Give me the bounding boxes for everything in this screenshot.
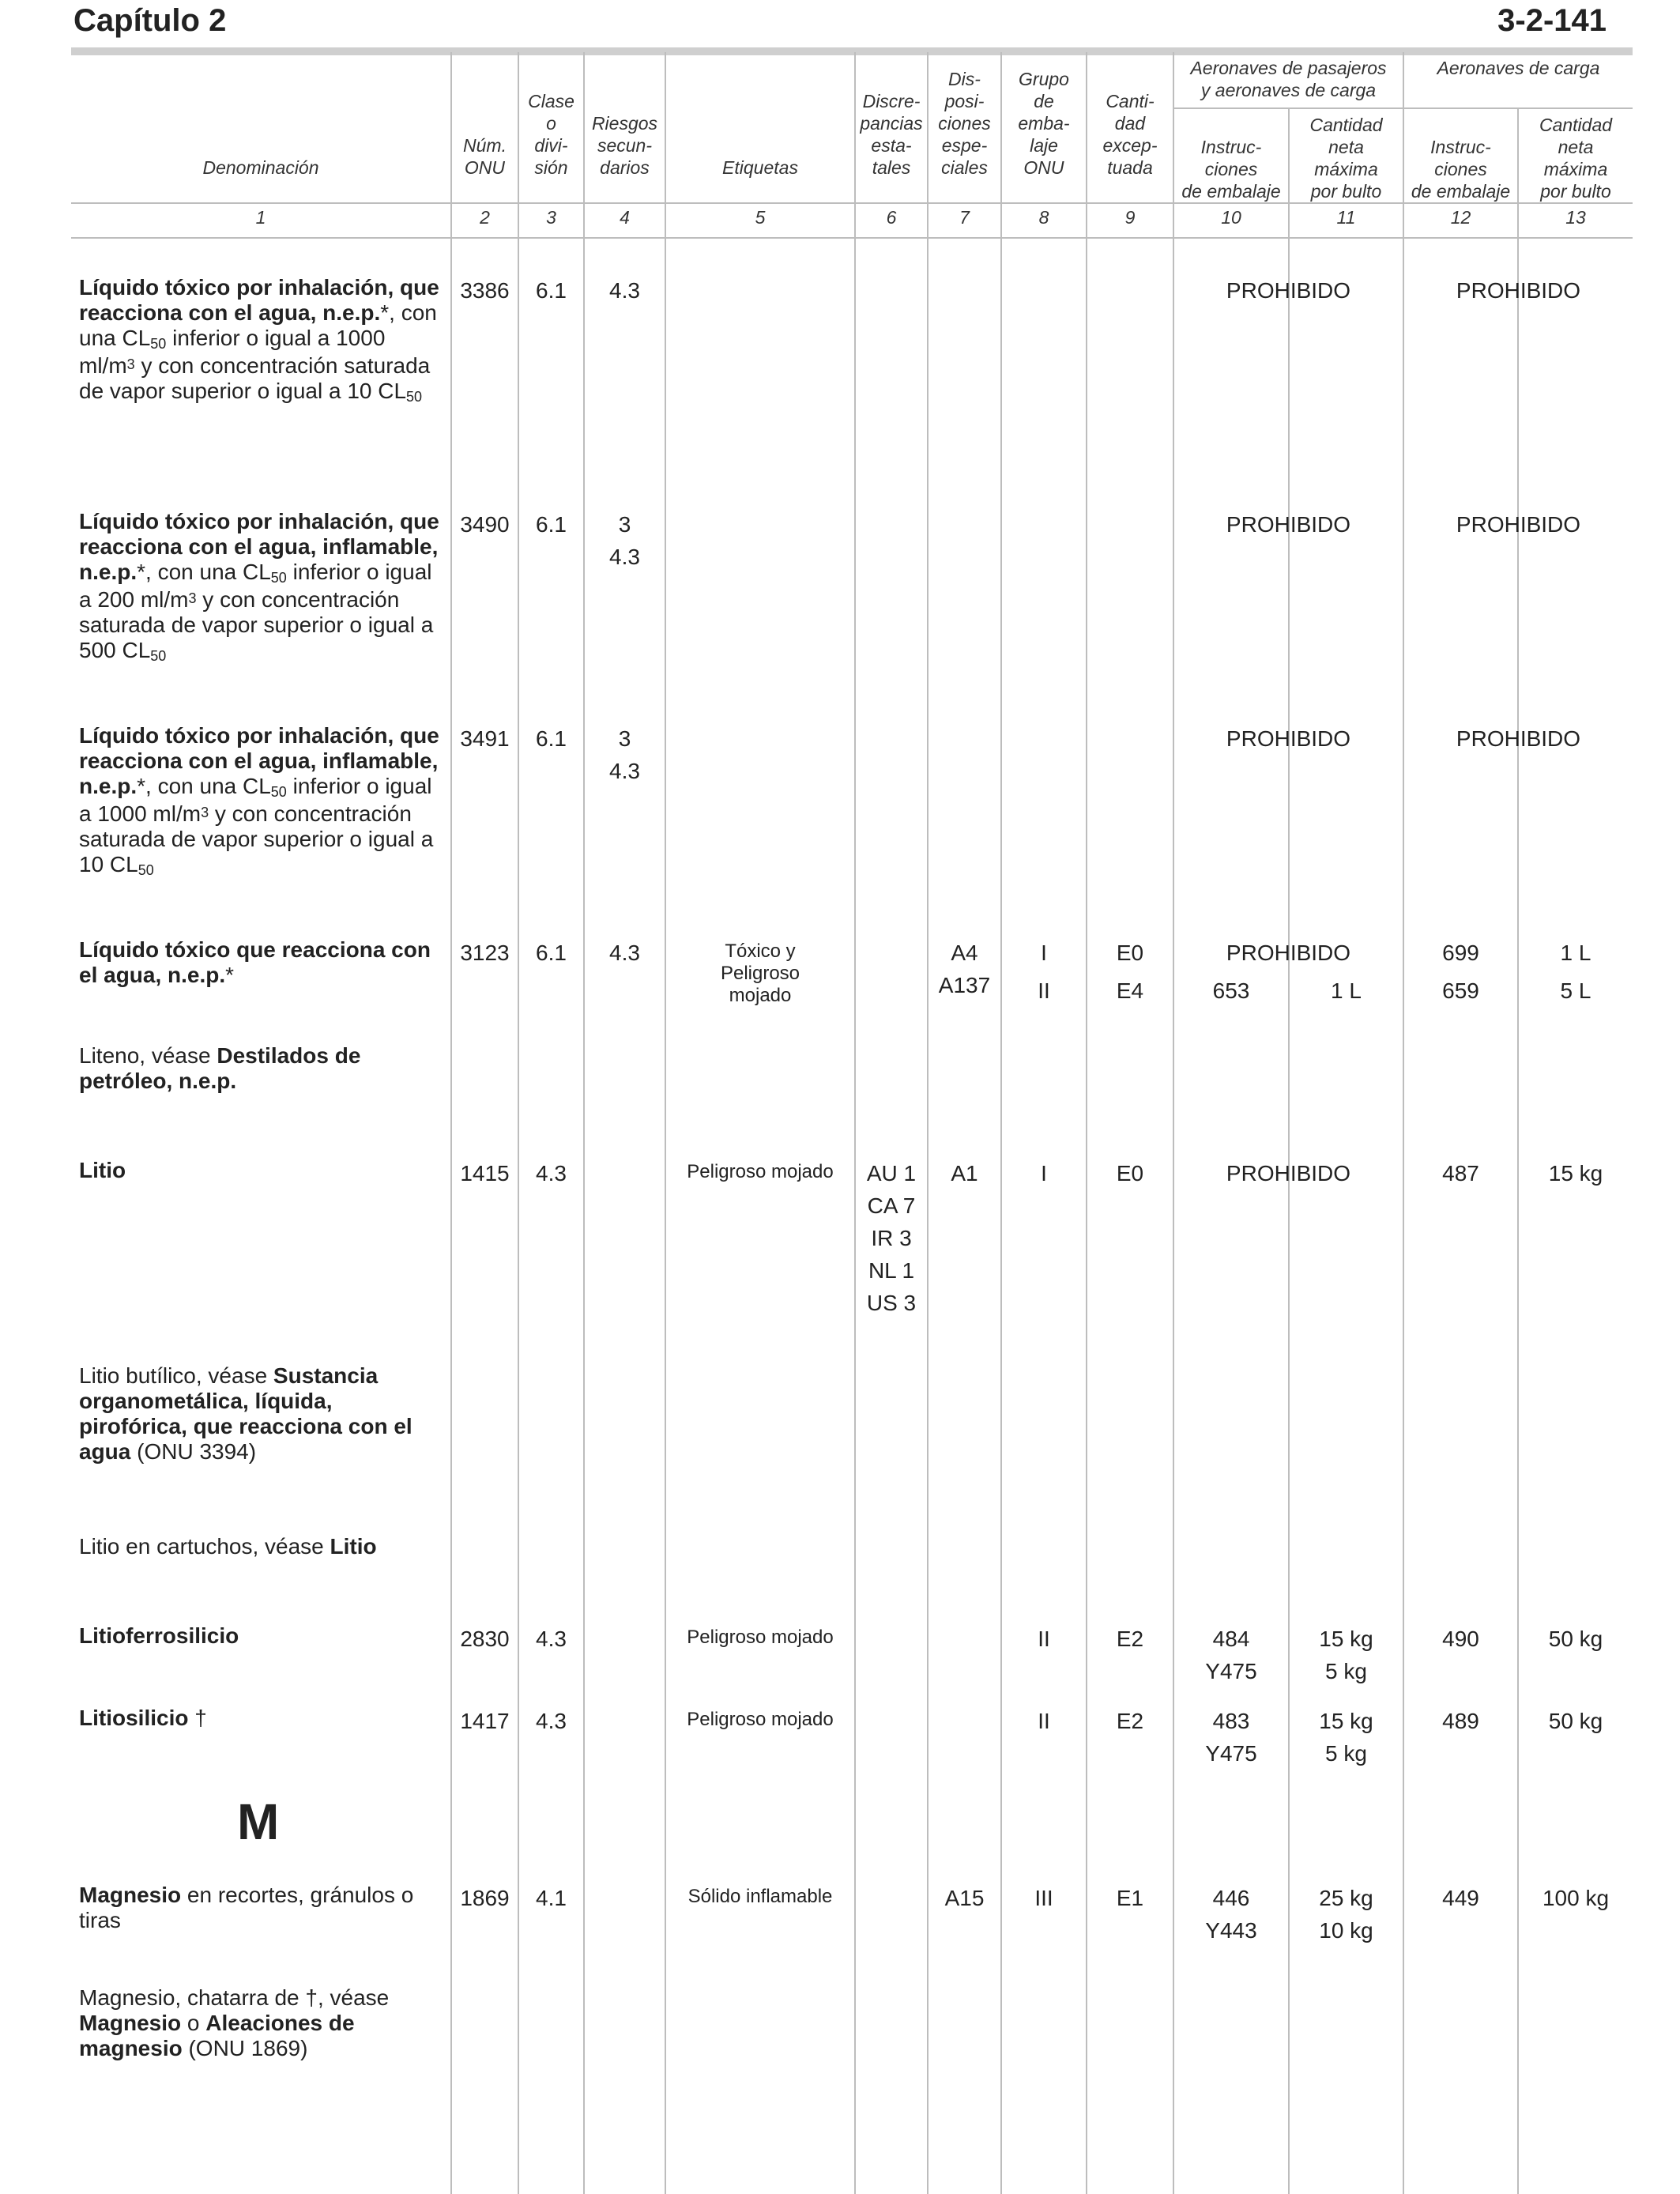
- entry-name: Magnesio, chatarra de †, véase Magnesio o Aleaciones de magnesio (ONU 1869): [79, 1985, 390, 2060]
- header-bottom-rule: [71, 202, 1633, 204]
- class-division: 4.3: [536, 1709, 567, 1733]
- col-number: 3: [546, 207, 556, 228]
- cargo-status: PROHIBIDO: [1456, 278, 1581, 303]
- secondary-risk: 3: [618, 726, 631, 751]
- passenger-instruction: Y475: [1205, 1659, 1257, 1683]
- col-header-grupo: Grupo de emba- laje ONU: [1018, 69, 1070, 178]
- number-row-rule: [71, 237, 1633, 239]
- col-header-disposiciones: Dis- posi- ciones espe- ciales: [938, 69, 991, 178]
- label-text: Sólido inflamable: [687, 1886, 833, 1907]
- excepted-quantity: E2: [1116, 1709, 1144, 1733]
- page-number: 3-2-141: [1497, 3, 1607, 38]
- class-division: 6.1: [536, 512, 567, 537]
- col-number: 10: [1221, 207, 1241, 228]
- excepted-quantity: E2: [1116, 1627, 1144, 1651]
- passenger-status: PROHIBIDO: [1226, 726, 1351, 751]
- subheader-rule: [1173, 107, 1633, 109]
- label-text: Peligroso mojado: [687, 1627, 834, 1648]
- cargo-status: PROHIBIDO: [1456, 512, 1581, 537]
- onu-number: 3490: [460, 512, 510, 537]
- col-divider: [665, 52, 666, 2194]
- col-header-pasajeros-group: Aeronaves de pasajeros y aeronaves de carga: [1190, 58, 1387, 100]
- state-variation: AU 1: [866, 1161, 917, 1186]
- excepted-quantity: E4: [1116, 978, 1144, 1003]
- passenger-status: PROHIBIDO: [1226, 1161, 1351, 1186]
- passenger-instruction: 653: [1212, 978, 1250, 1003]
- cargo-instruction: 659: [1442, 978, 1479, 1003]
- col-header-instrucciones-pas: Instruc- ciones de embalaje: [1181, 137, 1281, 202]
- packing-group: II: [1038, 1709, 1050, 1733]
- label-text: Tóxico y Peligroso mojado: [720, 941, 800, 1006]
- col-divider: [518, 52, 519, 2194]
- passenger-quantity: 1 L: [1331, 978, 1362, 1003]
- entry-name: Litiosilicio †: [79, 1706, 207, 1730]
- special-provision: A15: [944, 1886, 985, 1910]
- col-divider: [1403, 52, 1404, 2194]
- cargo-quantity: 100 kg: [1542, 1886, 1610, 1910]
- special-provision: A1: [951, 1161, 978, 1186]
- chapter-title: Capítulo 2: [73, 3, 227, 38]
- col-divider: [1517, 107, 1519, 2194]
- packing-group: I: [1041, 1161, 1047, 1186]
- packing-group: I: [1041, 941, 1047, 965]
- entry-name: Magnesio en recortes, gránulos o tiras: [79, 1883, 414, 1932]
- col-number: 5: [755, 207, 766, 228]
- class-division: 6.1: [536, 278, 567, 303]
- col-divider: [854, 52, 856, 2194]
- col-number: 2: [480, 207, 490, 228]
- passenger-quantity: 5 kg: [1325, 1659, 1367, 1683]
- col-divider: [1000, 52, 1002, 2194]
- onu-number: 1417: [460, 1709, 510, 1733]
- cargo-instruction: 490: [1442, 1627, 1479, 1651]
- class-division: 6.1: [536, 941, 567, 965]
- entry-name: Litio butílico, véase Sustancia organometálica, líquida, pirofórica, que reacciona con el agua (ONU 3394): [79, 1363, 412, 1464]
- onu-number: 2830: [460, 1627, 510, 1651]
- col-header-denominacion: Denominación: [202, 157, 319, 178]
- onu-number: 1415: [460, 1161, 510, 1186]
- col-header-etiquetas: Etiquetas: [722, 157, 798, 178]
- cargo-status: PROHIBIDO: [1456, 726, 1581, 751]
- class-division: 4.3: [536, 1627, 567, 1651]
- col-header-carga-group: Aeronaves de carga: [1437, 58, 1600, 78]
- packing-group: III: [1034, 1886, 1053, 1910]
- secondary-risk: 4.3: [609, 941, 640, 965]
- entry-name: Líquido tóxico por inhalación, que reacciona con el agua, inflamable, n.e.p.*, con una $CL_{50}$ inferior o igual a 200 $ml/m^3$ y con concentración saturada de vapor superior o igual a 500 $CL_{50}$: [79, 509, 439, 664]
- cargo-quantity: 50 kg: [1548, 1627, 1603, 1651]
- secondary-risk: 3: [618, 512, 631, 537]
- section-letter: M: [237, 1793, 280, 1850]
- special-provision: A137: [938, 973, 991, 997]
- state-variation: CA 7: [867, 1193, 916, 1218]
- passenger-instruction: 483: [1212, 1709, 1250, 1733]
- col-number: 11: [1336, 207, 1356, 228]
- excepted-quantity: E1: [1116, 1886, 1144, 1910]
- passenger-quantity: 5 kg: [1325, 1741, 1367, 1766]
- passenger-instruction: Y475: [1205, 1741, 1257, 1766]
- passenger-quantity: 15 kg: [1319, 1709, 1373, 1733]
- state-variation: NL 1: [868, 1258, 915, 1283]
- passenger-status: PROHIBIDO: [1226, 512, 1351, 537]
- entry-name: Litio: [79, 1158, 126, 1182]
- col-divider: [450, 52, 452, 2194]
- passenger-quantity: 15 kg: [1319, 1627, 1373, 1651]
- col-number: 8: [1038, 207, 1049, 228]
- onu-number: 3123: [460, 941, 510, 965]
- excepted-quantity: E0: [1116, 1161, 1144, 1186]
- col-divider: [1288, 107, 1290, 2194]
- packing-group: II: [1038, 1627, 1050, 1651]
- entry-name: Litioferrosilicio: [79, 1623, 239, 1648]
- entry-name: Líquido tóxico que reacciona con el agua, n.e.p.*: [79, 937, 431, 987]
- label-text: Peligroso mojado: [687, 1161, 834, 1182]
- col-number: 9: [1124, 207, 1136, 228]
- col-divider: [1173, 52, 1174, 2194]
- passenger-status: PROHIBIDO: [1226, 278, 1351, 303]
- packing-group: II: [1038, 978, 1050, 1003]
- col-number: 1: [255, 207, 266, 228]
- entry-name: Líquido tóxico por inhalación, que reacciona con el agua, inflamable, n.e.p.*, con una $CL_{50}$ inferior o igual a 1000 $ml/m^3$ y con concentración saturada de vapor superior o igual a 10 $CL_{50}$: [79, 723, 439, 878]
- cargo-quantity: 15 kg: [1548, 1161, 1603, 1186]
- passenger-status: PROHIBIDO: [1226, 941, 1351, 965]
- entry-name: Litio en cartuchos, véase Litio: [79, 1534, 377, 1559]
- label-text: Peligroso mojado: [687, 1709, 834, 1730]
- class-division: 4.1: [536, 1886, 567, 1910]
- secondary-risk: 4.3: [609, 545, 640, 569]
- special-provision: A4: [951, 941, 978, 965]
- col-header-cantidad-pas: Cantidad neta máxima por bulto: [1309, 115, 1383, 202]
- col-header-riesgos: Riesgos secun- darios: [591, 113, 658, 178]
- col-number: 6: [886, 207, 897, 228]
- cargo-quantity: 1 L: [1560, 941, 1591, 965]
- cargo-instruction: 487: [1442, 1161, 1479, 1186]
- excepted-quantity: E0: [1116, 941, 1144, 965]
- passenger-quantity: 10 kg: [1319, 1918, 1373, 1943]
- col-number: 12: [1450, 207, 1471, 228]
- passenger-instruction: Y443: [1205, 1918, 1257, 1943]
- cargo-quantity: 5 L: [1560, 978, 1591, 1003]
- col-header-cantidad-carga: Cantidad neta máxima por bulto: [1539, 115, 1613, 202]
- cargo-instruction: 449: [1442, 1886, 1479, 1910]
- cargo-quantity: 50 kg: [1548, 1709, 1603, 1733]
- class-division: 6.1: [536, 726, 567, 751]
- col-header-instrucciones-carga: Instruc- ciones de embalaje: [1411, 137, 1511, 202]
- col-header-discrepancias: Discre- pancias esta- tales: [860, 91, 923, 178]
- onu-number: 1869: [460, 1886, 510, 1910]
- secondary-risk: 4.3: [609, 759, 640, 783]
- passenger-quantity: 25 kg: [1319, 1886, 1373, 1910]
- col-header-clase: Clase o divi- sión: [528, 91, 574, 178]
- state-variation: US 3: [866, 1291, 917, 1315]
- cargo-instruction: 489: [1442, 1709, 1479, 1733]
- onu-number: 3491: [460, 726, 510, 751]
- passenger-instruction: 484: [1212, 1627, 1250, 1651]
- col-number: 7: [959, 207, 970, 228]
- col-divider: [583, 52, 585, 2194]
- col-header-num-onu: Núm. ONU: [463, 135, 507, 178]
- cargo-instruction: 699: [1442, 941, 1479, 965]
- entry-name: Líquido tóxico por inhalación, que reacciona con el agua, n.e.p.*, con una $CL_{50}$ inferior o igual a 1000 $ml/m^3$ y con concentración saturada de vapor superior o igual a 10 $CL_{50}$: [79, 275, 439, 405]
- state-variation: IR 3: [871, 1226, 912, 1250]
- col-divider: [1086, 52, 1087, 2194]
- class-division: 4.3: [536, 1161, 567, 1186]
- col-header-cantidad-exceptuada: Canti- dad excep- tuada: [1102, 91, 1158, 178]
- secondary-risk: 4.3: [609, 278, 640, 303]
- col-number: 13: [1565, 207, 1586, 228]
- onu-number: 3386: [460, 278, 510, 303]
- col-number: 4: [620, 207, 630, 228]
- col-divider: [927, 52, 929, 2194]
- passenger-instruction: 446: [1212, 1886, 1250, 1910]
- entry-name: Liteno, véase Destilados de petróleo, n.e.p.: [79, 1043, 361, 1093]
